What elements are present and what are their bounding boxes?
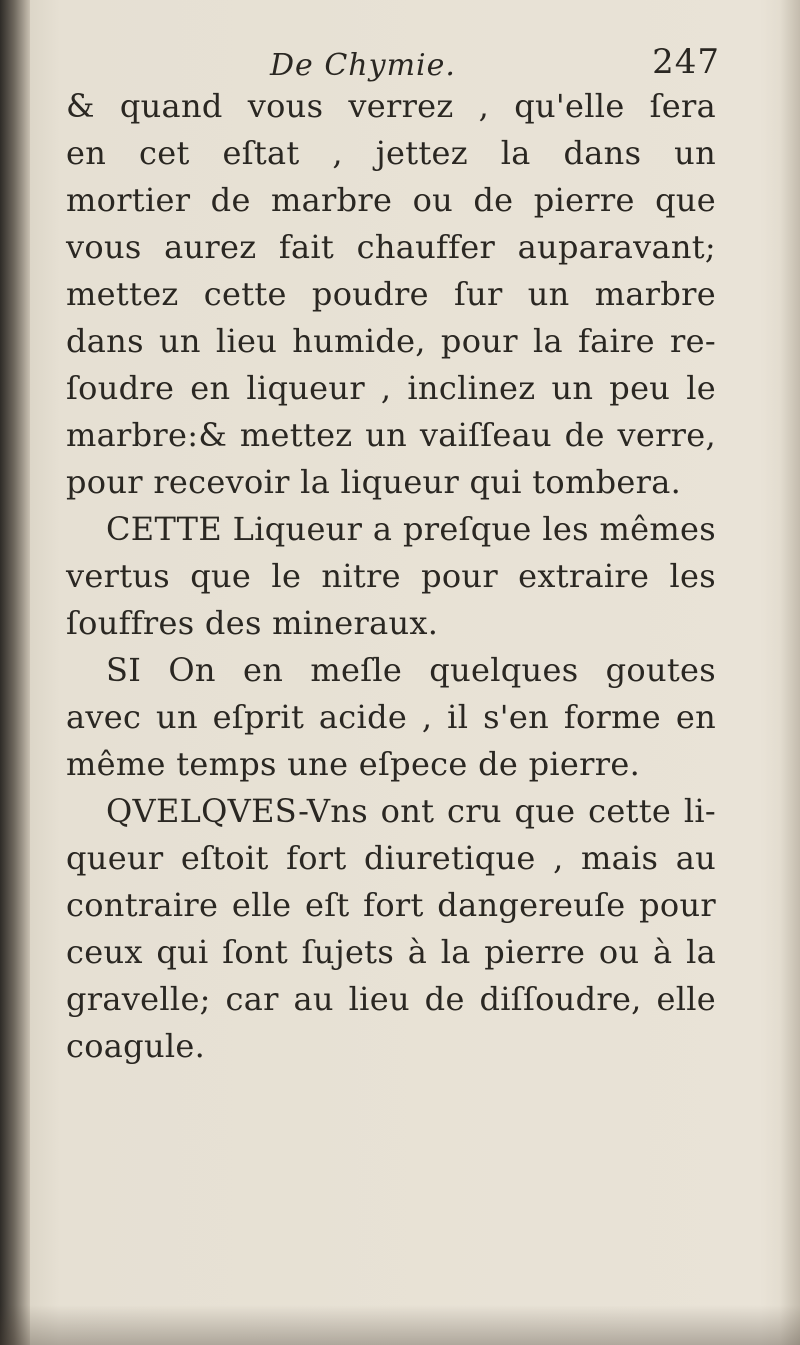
paragraph-2 bbox=[66, 506, 716, 647]
page-bottom-shadow bbox=[0, 1305, 800, 1345]
text-line: avec un eſprit acide , il s'en forme en bbox=[66, 698, 716, 736]
paragraph-4 bbox=[66, 788, 716, 1070]
text-line: & quand vous verrez , qu'elle ſera bbox=[66, 87, 716, 125]
text-line: vertus que le nitre pour extraire les bbox=[66, 557, 716, 595]
text-line: SI On en meſle quelques goutes bbox=[106, 651, 716, 689]
paragraph-1 bbox=[66, 83, 716, 506]
text-line: QVELQVES-Vns ont cru que cette li- bbox=[106, 792, 716, 830]
page-edge-shadow bbox=[780, 0, 800, 1345]
text-line: ceux qui ſont ſujets à la pierre ou à la bbox=[66, 933, 716, 971]
running-title: De Chymie. bbox=[270, 48, 456, 83]
text-line: ſoudre en liqueur , inclinez un peu le bbox=[66, 369, 716, 407]
text-line: mettez cette poudre ſur un marbre bbox=[66, 275, 716, 313]
text-line: même temps une eſpece de pierre. bbox=[66, 745, 641, 783]
text-line: mortier de marbre ou de pierre que bbox=[66, 181, 716, 219]
text-line: ſouffres des mineraux. bbox=[66, 604, 439, 642]
paragraph-3 bbox=[66, 647, 716, 788]
text-line: queur eſtoit fort diuretique , mais au bbox=[66, 839, 716, 877]
text-line: marbre:& mettez un vaiſſeau de verre, bbox=[66, 416, 716, 454]
body-text bbox=[66, 83, 716, 1070]
text-line: gravelle; car au lieu de diſſoudre, elle bbox=[66, 980, 716, 1018]
page-number: 247 bbox=[652, 42, 720, 82]
text-line: dans un lieu humide, pour la faire re- bbox=[66, 322, 716, 360]
text-line: vous aurez fait chauffer auparavant; bbox=[66, 228, 716, 266]
text-line: pour recevoir la liqueur qui tombera. bbox=[66, 463, 682, 501]
book-binding-shadow bbox=[0, 0, 30, 1345]
text-line: contraire elle eſt fort dangereuſe pour bbox=[66, 886, 716, 924]
text-line: en cet eſtat , jettez la dans un bbox=[66, 134, 716, 172]
text-line: CETTE Liqueur a preſque les mêmes bbox=[106, 510, 716, 548]
text-line: coagule. bbox=[66, 1027, 206, 1065]
